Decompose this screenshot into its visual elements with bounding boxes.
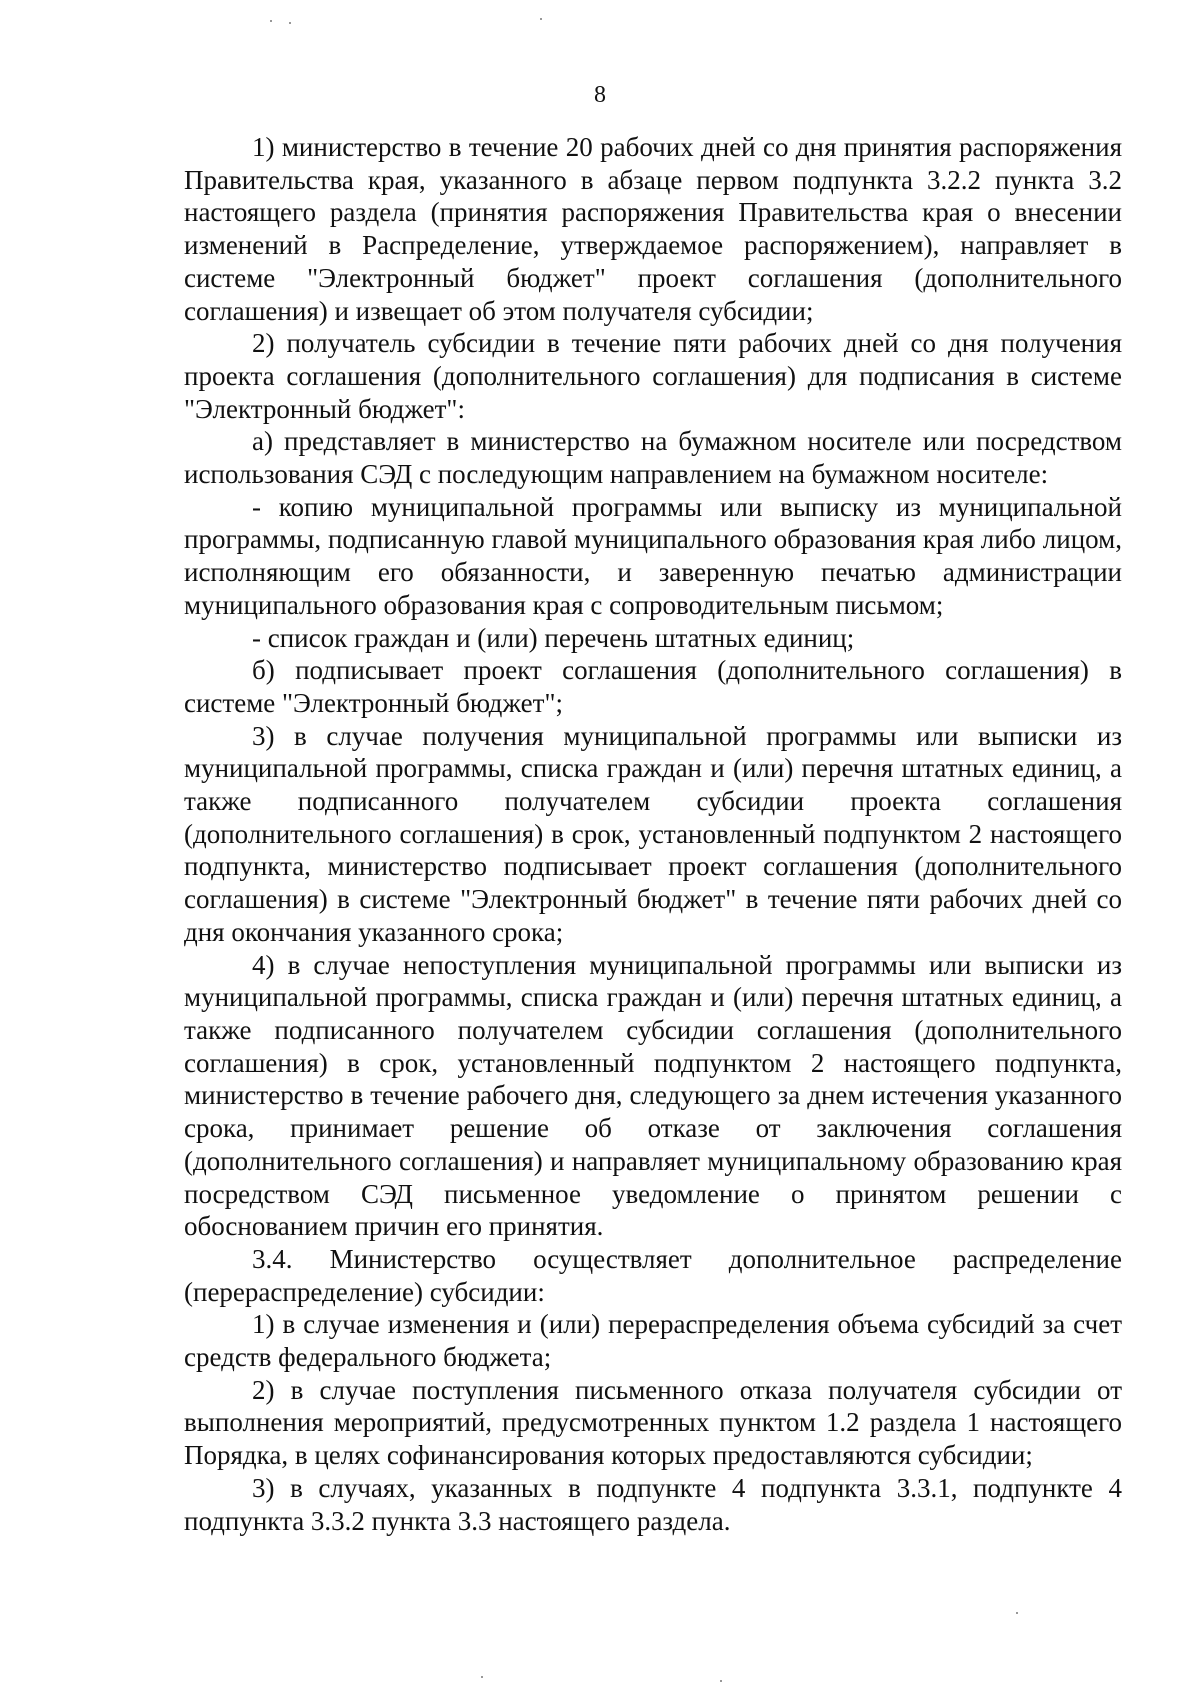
scan-speck: [289, 22, 291, 24]
paragraph-2a: а) представляет в министерство на бумажном носителе или посредством использования СЭД с последующим направлением на бумажном носителе:: [184, 426, 1122, 490]
scan-speck: [270, 20, 272, 22]
paragraph-2: 2) получатель субсидии в течение пяти рабочих дней со дня получения проекта соглашения (дополнительного соглашения) для подписания в системе "Электронный бюджет":: [184, 328, 1122, 424]
scan-speck: [540, 18, 542, 20]
list-item-citizens-list: - список граждан и (или) перечень штатных единиц;: [252, 622, 855, 653]
section-3-4-item-3: 3) в случаях, указанных в подпункте 4 подпункта 3.3.1, подпункте 4 подпункта 3.3.2 пункта 3.3 настоящего раздела.: [184, 1472, 1122, 1536]
scan-speck: [481, 1676, 483, 1678]
list-item-program-copy: - копию муниципальной программы или выписку из муниципальной программы, подписанную главой муниципального образования края либо лицом, исполняющим его обязанности, и заверенную печатью администрации муниципального образования края с сопроводительным письмом;: [184, 491, 1122, 620]
section-3-4-item-2: 2) в случае поступления письменного отказа получателя субсидии от выполнения мероприятий, предусмотренных пунктом 1.2 раздела 1 настоящего Порядка, в целях софинансирования которых предоставляются субсидии;: [184, 1374, 1122, 1471]
section-3-4: 3.4. Министерство осуществляет дополнительное распределение (перераспределение) субсидии:: [184, 1243, 1122, 1307]
section-3-4-item-1: 1) в случае изменения и (или) перераспределения объема субсидий за счет средств федерального бюджета;: [184, 1309, 1122, 1373]
paragraph-3: 3) в случае получения муниципальной программы или выписки из муниципальной программы, списка граждан и (или) перечня штатных единиц, а также подписанного получателем субсидии проекта соглашения (дополнительного соглашения) в срок, установленный подпунктом 2 настоящего подпункта, министерство подписывает проект соглашения (дополнительного соглашения) в системе "Электронный бюджет" в течение пяти рабочих дней со дня окончания указанного срока;: [184, 720, 1122, 947]
scan-speck: [720, 1680, 722, 1682]
document-body: [184, 131, 1122, 1537]
paragraph-4: 4) в случае непоступления муниципальной программы или выписки из муниципальной программы, списка граждан и (или) перечня штатных единиц, а также подписанного получателем субсидии соглашения (дополнительного соглашения) в срок, установленный подпунктом 2 настоящего подпункта, министерство в течение рабочего дня, следующего за днем истечения указанного срока, принимает решение об отказе от заключения соглашения (дополнительного соглашения) и направляет муниципальному образованию края посредством СЭД письменное уведомление о принятом решении с обоснованием причин его принятия.: [184, 949, 1122, 1242]
paragraph-2b: б) подписывает проект соглашения (дополнительного соглашения) в системе "Электронный бюджет";: [184, 655, 1122, 718]
paragraph-1: 1) министерство в течение 20 рабочих дней со дня принятия распоряжения Правительства края, указанного в абзаце первом подпункта 3.2.2 пункта 3.2 настоящего раздела (принятия распоряжения Правительства края о внесении изменений в Распределение, утверждаемое распоряжением), направляет в системе "Электронный бюджет" проект соглашения (дополнительного соглашения) и извещает об этом получателя субсидии;: [184, 132, 1122, 326]
page-number: 8: [594, 82, 606, 108]
scan-speck: [1016, 1612, 1018, 1614]
